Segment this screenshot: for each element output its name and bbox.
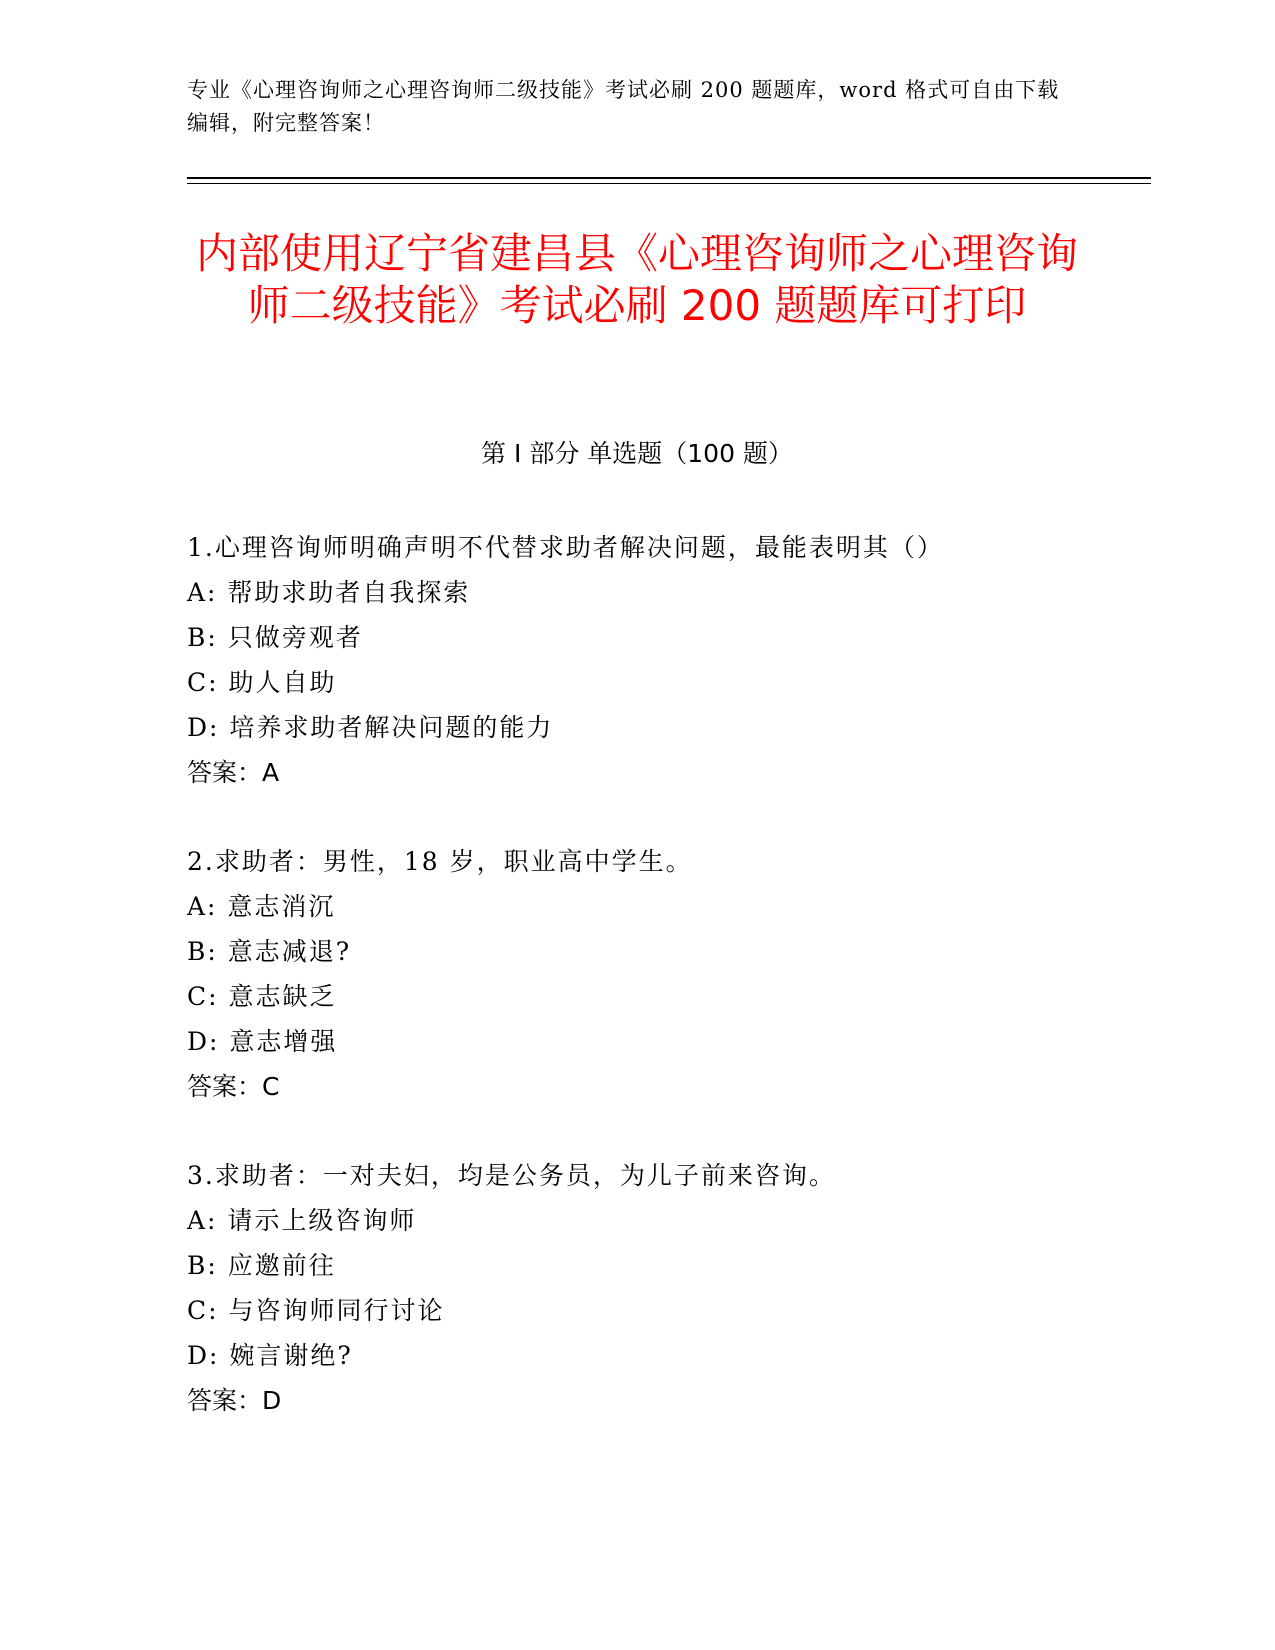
document-title: 内部使用辽宁省建昌县《心理咨询师之心理咨询师二级技能》考试必刷 200 题题库可打印 [195,229,1078,330]
divider-thick [187,177,1151,179]
option-b: B: 意志减退? [187,937,352,966]
option-d: D: 培养求助者解决问题的能力 [187,713,554,742]
header-note: 专业《心理咨询师之心理咨询师二级技能》考试必刷 200 题题库，word 格式可自由下载编辑，附完整答案！ [187,78,1060,135]
option-b: B: 只做旁观者 [187,623,363,652]
question-2 [187,839,1147,1109]
option-d: D: 婉言谢绝? [187,1341,353,1370]
question-stem: 3.求助者：一对夫妇，均是公务员，为儿子前来咨询。 [187,1161,836,1190]
option-a: A: 请示上级咨询师 [187,1206,417,1235]
answer: 答案：A [187,758,280,787]
option-a: A: 意志消沉 [187,892,336,921]
divider-thin [187,183,1151,184]
option-c: C: 助人自助 [187,668,337,697]
option-d: D: 意志增强 [187,1027,338,1056]
option-a: A: 帮助求助者自我探索 [187,578,471,607]
question-3 [187,1153,1147,1423]
question-stem: 2.求助者：男性，18 岁，职业高中学生。 [187,847,693,876]
question-stem: 1.心理咨询师明确声明不代替求助者解决问题，最能表明其（） [187,533,944,562]
section-heading: 第 I 部分 单选题（100 题） [481,439,793,468]
question-1 [187,525,1147,795]
answer: 答案：C [187,1072,280,1101]
option-b: B: 应邀前往 [187,1251,336,1280]
option-c: C: 意志缺乏 [187,982,337,1011]
answer: 答案：D [187,1386,282,1415]
option-c: C: 与咨询师同行讨论 [187,1296,445,1325]
question-list [187,525,1147,1467]
